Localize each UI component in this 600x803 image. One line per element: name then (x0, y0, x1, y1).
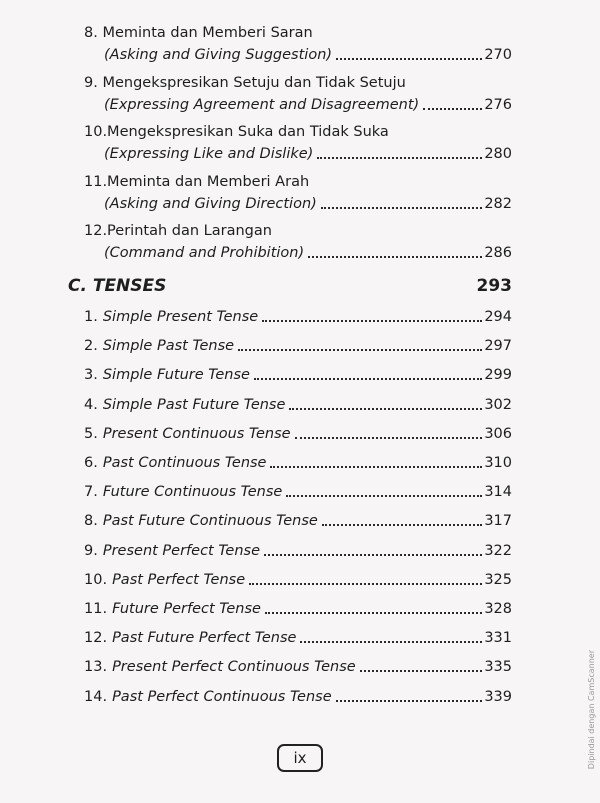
tense-page: 314 (484, 484, 512, 501)
entry-subtitle: (Command and Prohibition) (104, 245, 305, 261)
leader-dots (289, 408, 482, 410)
leader-dots (322, 524, 483, 526)
tense-name: Past Future Perfect Tense (112, 630, 297, 647)
entry-page: 270 (484, 47, 512, 63)
tense-page: 325 (484, 571, 512, 588)
tense-page: 306 (484, 425, 512, 442)
toc-entry-10 (84, 121, 512, 165)
tense-page: 297 (484, 338, 512, 355)
tense-entry (84, 423, 512, 445)
leader-dots (317, 157, 482, 159)
tense-entry (84, 569, 512, 591)
leader-dots (254, 378, 482, 380)
tense-name: Future Continuous Tense (102, 484, 283, 501)
tense-page: 294 (484, 309, 512, 325)
leader-dots (270, 466, 482, 468)
tense-number: 9. (84, 542, 98, 559)
tense-name: Future Perfect Tense (112, 601, 261, 617)
tense-number: 11. (84, 601, 108, 617)
leader-dots (249, 583, 482, 585)
tense-number: 1. (84, 309, 98, 325)
leader-dots (286, 495, 482, 497)
entry-title: 10.Mengekspresikan Suka dan Tidak Suka (84, 124, 389, 140)
tense-number: 2. (84, 338, 98, 355)
tense-entry (84, 510, 512, 532)
tense-page: 317 (484, 513, 512, 530)
tense-entry (84, 627, 512, 649)
tense-name: Past Perfect Continuous Tense (112, 688, 332, 705)
tense-page: 335 (484, 659, 512, 676)
tense-page: 322 (484, 542, 512, 559)
leader-dots (423, 108, 482, 110)
tense-entry (84, 656, 512, 678)
tense-page: 339 (484, 688, 512, 705)
leader-dots (308, 256, 482, 258)
tense-name: Present Continuous Tense (102, 425, 291, 442)
tense-name: Simple Present Tense (102, 309, 259, 325)
tense-entry (84, 598, 512, 620)
tense-entry (84, 394, 512, 416)
tense-page: 302 (484, 396, 512, 413)
entry-title: 11.Meminta dan Memberi Arah (84, 174, 310, 190)
entry-title: 9. Mengekspresikan Setuju dan Tidak Setuju (84, 75, 406, 91)
tense-entry (84, 306, 512, 328)
toc-entry-12 (84, 220, 512, 264)
tense-name: Past Continuous Tense (102, 455, 267, 471)
tense-number: 12. (84, 630, 108, 647)
tense-page: 331 (484, 630, 512, 647)
tense-entry (84, 335, 512, 357)
tense-number: 6. (84, 455, 98, 471)
entry-page: 286 (484, 245, 512, 261)
section-heading-tenses (68, 276, 512, 296)
toc-entry-8 (84, 22, 512, 66)
tense-page: 310 (484, 455, 512, 471)
entry-subtitle: (Expressing Agreement and Disagreement) (104, 97, 420, 113)
leader-dots (300, 641, 482, 643)
tense-name: Past Perfect Tense (112, 571, 246, 588)
tense-name: Simple Past Future Tense (102, 396, 286, 413)
tense-entry (84, 481, 512, 503)
tense-number: 5. (84, 425, 98, 442)
tense-number: 4. (84, 396, 98, 413)
tense-number: 10. (84, 571, 108, 588)
tense-name: Simple Future Tense (102, 367, 250, 384)
leader-dots (336, 700, 483, 702)
entry-subtitle: (Asking and Giving Suggestion) (104, 47, 333, 63)
entry-title: 8. Meminta dan Memberi Saran (84, 25, 313, 41)
page-number: ix (277, 744, 323, 772)
toc-entry-9 (84, 72, 512, 116)
leader-dots (265, 612, 482, 614)
tense-entry (84, 452, 512, 474)
leader-dots (238, 349, 482, 351)
tense-entry (84, 364, 512, 386)
tense-name: Past Future Continuous Tense (102, 513, 318, 530)
tense-name: Present Perfect Tense (102, 542, 261, 559)
tense-number: 8. (84, 513, 98, 530)
entry-page: 280 (484, 146, 512, 162)
tense-name: Simple Past Tense (102, 338, 235, 355)
entry-subtitle: (Asking and Giving Direction) (104, 196, 317, 212)
toc-entry-11 (84, 171, 512, 215)
tense-number: 3. (84, 367, 98, 384)
leader-dots (336, 58, 482, 60)
entry-subtitle: (Expressing Like and Dislike) (104, 146, 314, 162)
tense-entry (84, 540, 512, 562)
entry-title: 12.Perintah dan Larangan (84, 223, 272, 239)
leader-dots (262, 320, 482, 322)
section-title: C. TENSES (68, 276, 167, 296)
tense-number: 13. (84, 659, 108, 676)
tense-name: Present Perfect Continuous Tense (112, 659, 356, 676)
tense-entry (84, 686, 512, 708)
tense-page: 299 (484, 367, 512, 384)
leader-dots (321, 207, 483, 209)
entry-page: 276 (484, 97, 512, 113)
tense-page: 328 (484, 601, 512, 617)
tense-number: 7. (84, 484, 98, 501)
leader-dots (264, 554, 482, 556)
leader-dots (295, 437, 483, 439)
entry-page: 282 (484, 196, 512, 212)
tense-number: 14. (84, 688, 108, 705)
leader-dots (360, 670, 483, 672)
section-page: 293 (476, 276, 512, 296)
scanner-watermark: Dipindai dengan CamScanner (587, 650, 596, 770)
